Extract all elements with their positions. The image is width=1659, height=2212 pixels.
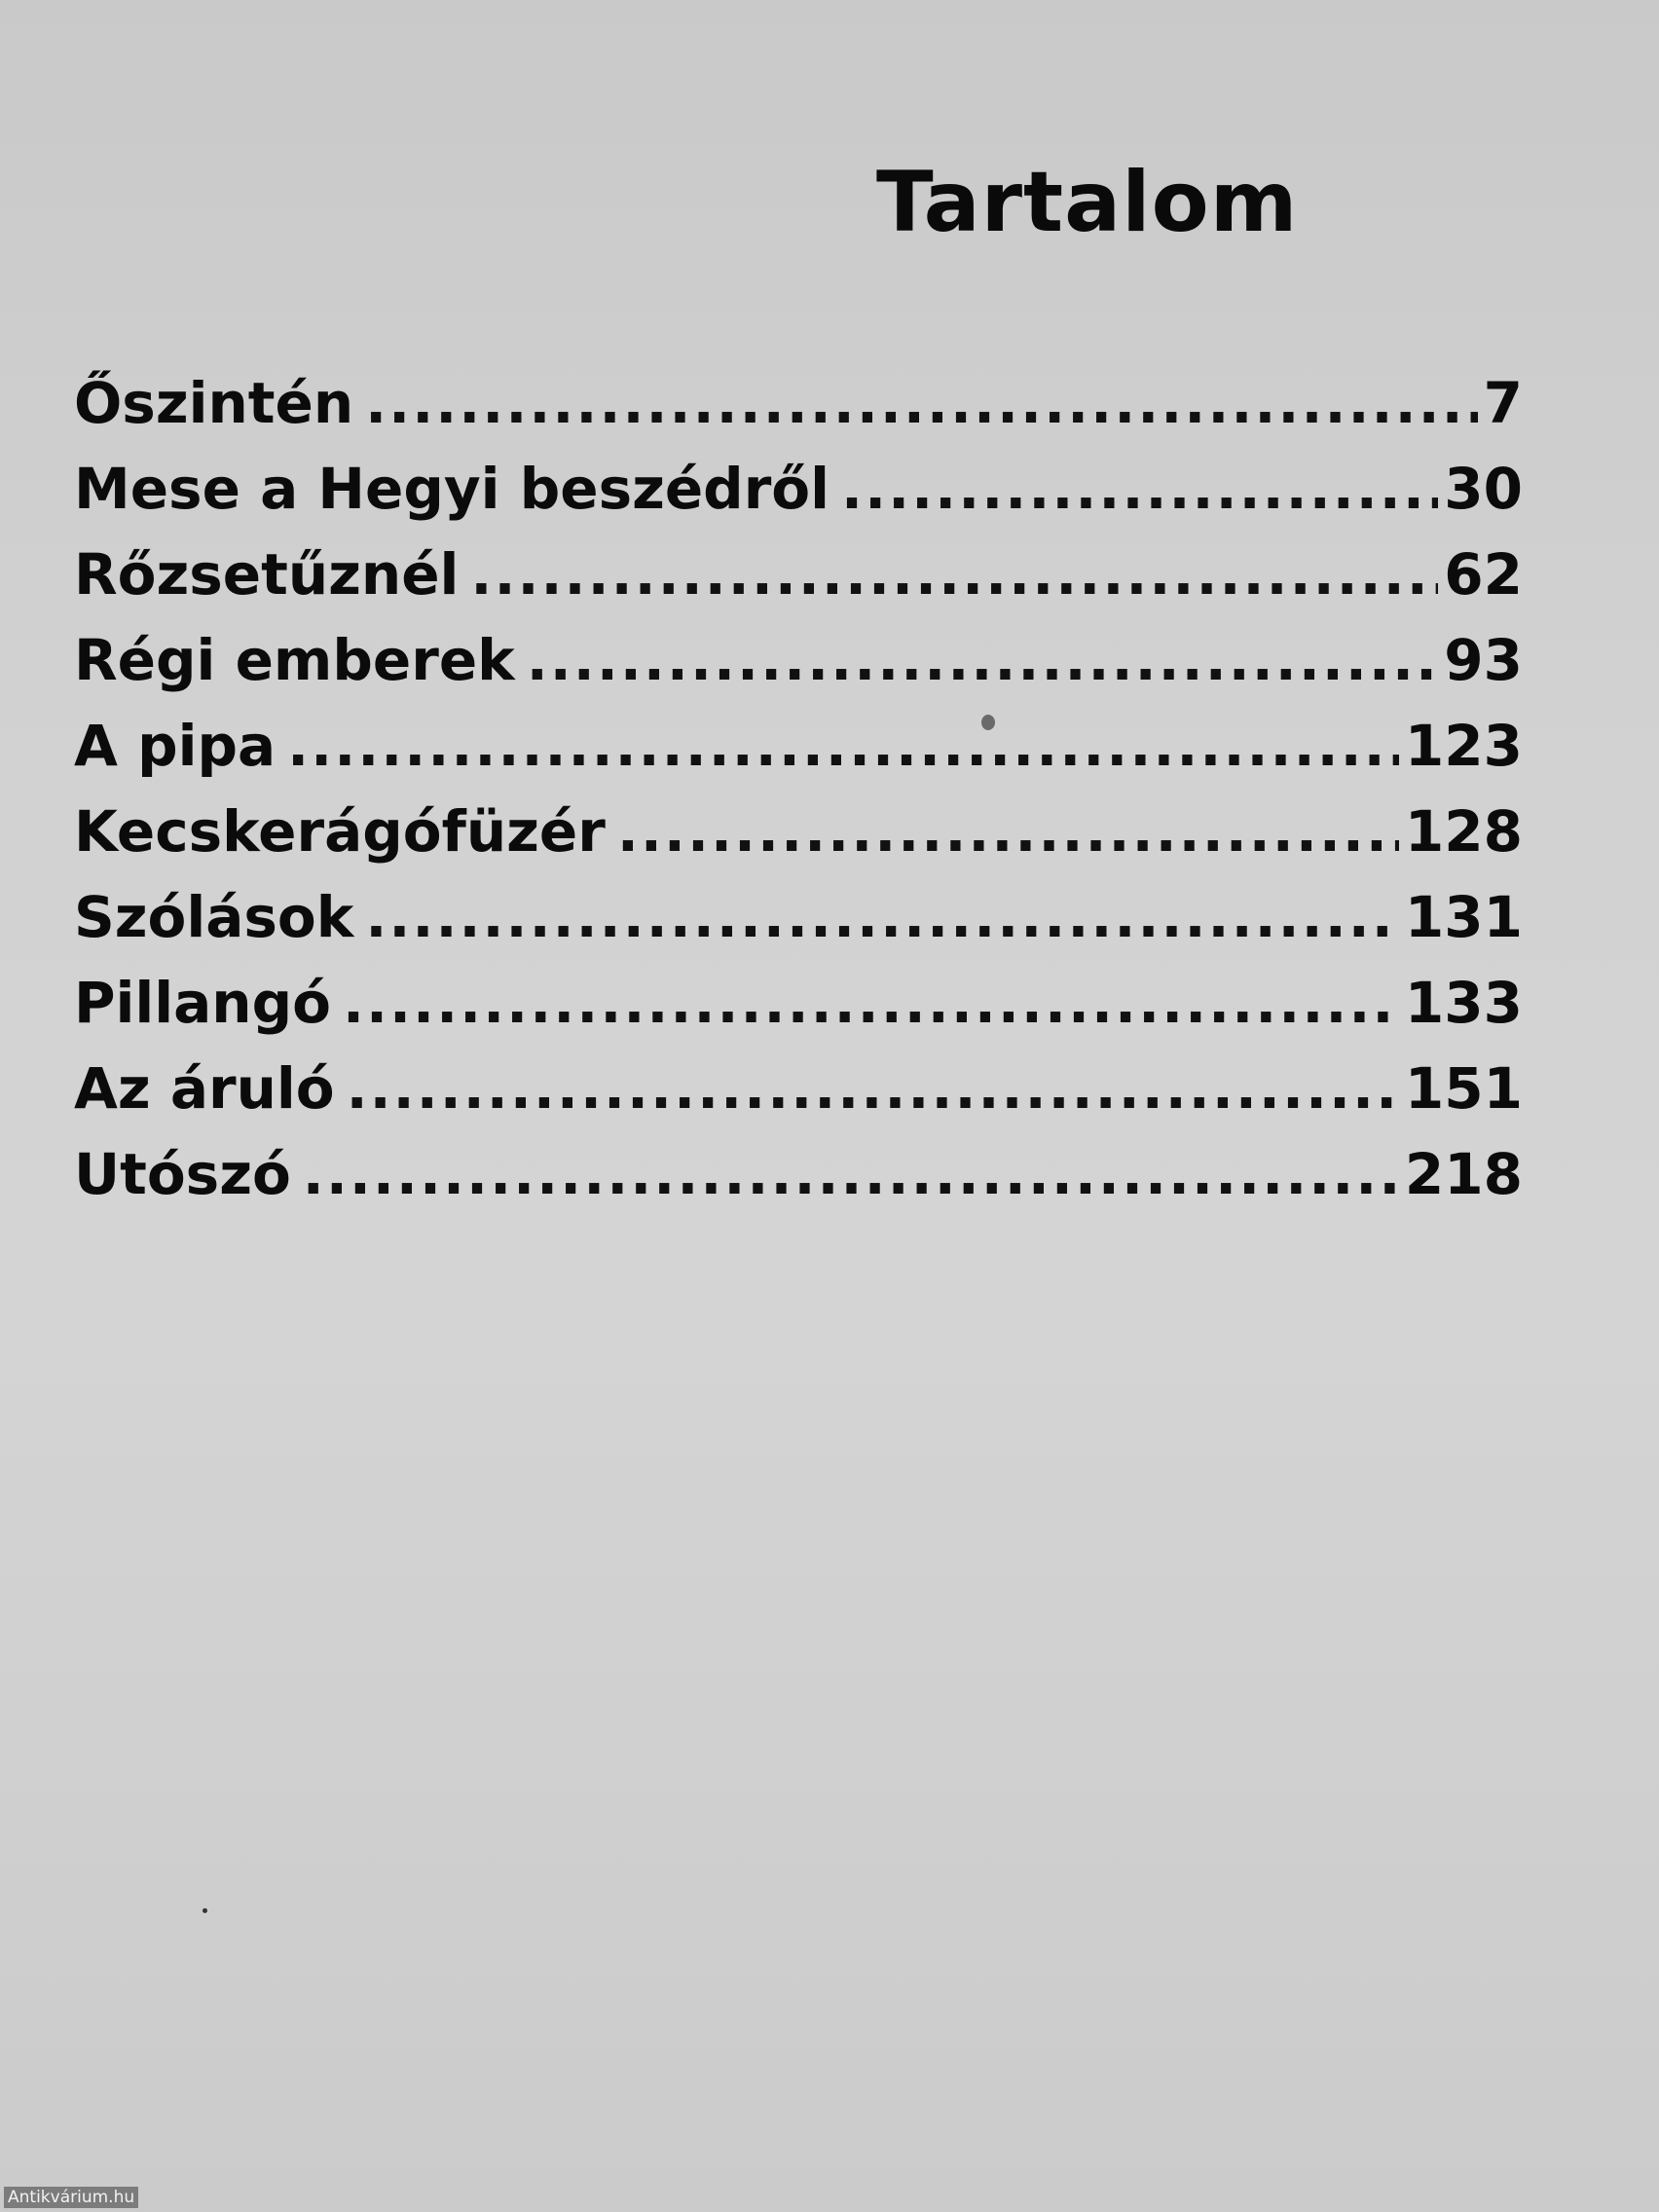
- toc-entry-title: Régi emberek: [74, 627, 515, 693]
- toc-entry-title: Rőzsetűznél: [74, 541, 460, 608]
- toc-entry: [74, 541, 1523, 627]
- toc-page-number: 123: [1404, 713, 1523, 779]
- toc-entry-title: Az áruló: [74, 1055, 335, 1122]
- toc-page-number: 62: [1444, 541, 1523, 608]
- toc-page-number: 30: [1444, 456, 1523, 522]
- dot-leader: [347, 1055, 1399, 1122]
- toc-entry: [74, 884, 1523, 970]
- toc-page-number: 128: [1404, 798, 1523, 865]
- dot-leader: [527, 627, 1439, 693]
- dot-leader: [841, 456, 1438, 522]
- paper-speck: [203, 1908, 207, 1913]
- dot-leader: [365, 370, 1478, 436]
- dot-leader: [470, 541, 1438, 608]
- toc-entry: [74, 456, 1523, 541]
- toc-page-number: 93: [1444, 627, 1523, 693]
- toc-page-number: 133: [1404, 970, 1523, 1036]
- toc-page-number: 131: [1404, 884, 1523, 950]
- toc-entry: [74, 1141, 1523, 1227]
- toc-entry: [74, 970, 1523, 1055]
- paper-speck: [981, 715, 995, 730]
- toc-page-number: 218: [1404, 1141, 1523, 1207]
- dot-leader: [343, 970, 1399, 1036]
- toc-entry-title: Utószó: [74, 1141, 291, 1207]
- dot-leader: [303, 1141, 1399, 1207]
- toc-entry-title: A pipa: [74, 713, 276, 779]
- toc-entry-title: Mese a Hegyi beszédről: [74, 456, 830, 522]
- toc-entry-title: Szólások: [74, 884, 354, 950]
- dot-leader: [617, 798, 1399, 865]
- toc-entry: [74, 713, 1523, 798]
- dot-leader: [287, 713, 1399, 779]
- toc-page-number: 151: [1404, 1055, 1523, 1122]
- toc-entry-title: Kecskerágófüzér: [74, 798, 606, 865]
- dot-leader: [365, 884, 1399, 950]
- toc-entry: [74, 370, 1523, 456]
- watermark: Antikvárium.hu: [4, 2187, 138, 2208]
- toc-page-number: 7: [1483, 370, 1523, 436]
- page-title: Tartalom: [876, 153, 1299, 251]
- toc-entry: [74, 798, 1523, 884]
- table-of-contents: [74, 370, 1523, 1227]
- toc-entry: [74, 627, 1523, 713]
- toc-entry: [74, 1055, 1523, 1141]
- toc-entry-title: Őszintén: [74, 370, 354, 436]
- toc-entry-title: Pillangó: [74, 970, 331, 1036]
